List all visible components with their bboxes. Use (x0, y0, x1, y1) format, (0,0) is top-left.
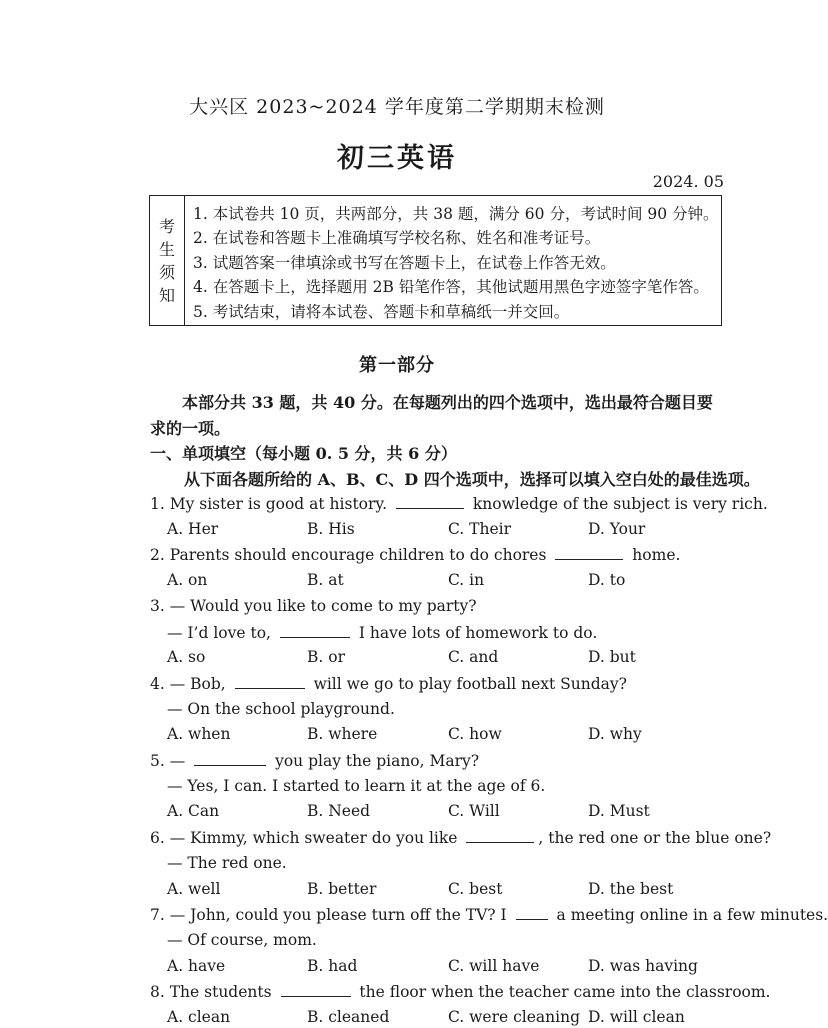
question-text: — Yes, I can. I started to learn it at the age of 6. (167, 776, 546, 795)
part-intro: 本部分共 33 题，共 40 分。在每题列出的四个选项中，选出最符合题目要求的一项。 (150, 393, 713, 438)
answer-option: A. when (167, 725, 231, 744)
question-dialogue-line (167, 777, 545, 795)
question-text: 2. Parents should encourage children to do chores (150, 546, 552, 565)
answer-option: D. the best (588, 879, 674, 898)
answer-option: C. Their (448, 519, 512, 538)
question-stem (150, 982, 770, 1001)
question-stem (150, 545, 680, 564)
answer-option: B. had (307, 956, 358, 975)
answer-option: A. have (167, 956, 226, 975)
question-text: 6. — Kimmy, which sweater do you like (150, 829, 463, 848)
answer-option: D. Your (588, 519, 646, 538)
notice-item: 5. 考试结束，请将本试卷、答题卡和草稿纸一并交回。 (193, 302, 570, 321)
answer-option: B. or (307, 648, 345, 667)
answer-option: D. Must (588, 802, 650, 821)
part-title: 第一部分 (359, 355, 435, 376)
answer-option: A. so (167, 648, 206, 667)
question-text: — Of course, mom. (167, 930, 317, 949)
answer-option: B. cleaned (307, 1008, 390, 1026)
answer-blank (466, 828, 534, 843)
answer-option: D. why (588, 725, 642, 744)
notice-item: 2. 在试卷和答题卡上准确填写学校名称、姓名和准考证号。 (193, 229, 601, 248)
question-dialogue-line (167, 854, 287, 872)
candidate-notice-box (149, 195, 722, 326)
question-text: 5. — (150, 752, 191, 770)
answer-blank (235, 674, 305, 689)
answer-option: C. in (448, 571, 485, 590)
answer-blank (280, 623, 350, 638)
question-text: a meeting online in a few minutes. (551, 906, 828, 925)
answer-option: B. better (307, 879, 377, 898)
answer-option: C. were cleaning (448, 1008, 581, 1026)
question-text: 7. — John, could you please turn off the TV? I (150, 906, 512, 925)
notice-item: 4. 在答题卡上，选择题用 2B 铅笔作答，其他试题用黑色字迹签字笔作答。 (193, 278, 709, 297)
question-text: knowledge of the subject is very rich. (467, 495, 768, 513)
notice-heading-char: 考 (158, 216, 175, 236)
question-text: home. (627, 546, 681, 565)
question-dialogue-line (167, 623, 597, 642)
answer-option: A. clean (167, 1008, 231, 1026)
question-text: , the red one or the blue one? (538, 829, 772, 848)
question-text: 4. — Bob, (150, 674, 231, 693)
question-stem (150, 674, 627, 693)
answer-option: B. His (307, 519, 355, 538)
answer-blank (516, 905, 548, 920)
notice-heading-char: 知 (158, 285, 175, 305)
notice-list (193, 202, 719, 324)
answer-option: D. but (588, 648, 636, 667)
question-stem (150, 751, 479, 770)
question-stem (150, 494, 768, 513)
question-stem (150, 597, 477, 615)
question-text: 8. The students (150, 983, 277, 1002)
answer-option: C. will have (448, 956, 540, 975)
answer-blank (555, 545, 623, 560)
answer-option: D. was having (588, 956, 698, 975)
notice-heading-char: 生 (158, 239, 175, 259)
notice-item: 3. 试题答案一律填涂或书写在答题卡上，在试卷上作答无效。 (193, 253, 616, 272)
answer-option: A. Can (167, 802, 220, 821)
answer-blank (194, 751, 266, 766)
exam-date: 2024. 05 (652, 172, 724, 191)
answer-option: C. best (448, 879, 503, 898)
answer-blank (281, 982, 351, 997)
question-text: will we go to play football next Sunday? (308, 674, 627, 693)
answer-option: A. well (167, 879, 221, 898)
question-dialogue-line (167, 931, 317, 949)
question-text: 3. — Would you like to come to my party? (150, 596, 477, 615)
answer-option: B. at (307, 571, 344, 590)
exam-title: 大兴区 2023~2024 学年度第二学期期末检测 (189, 96, 605, 118)
answer-blank (396, 494, 464, 509)
answer-option: C. and (448, 648, 499, 667)
question-text: you play the piano, Mary? (270, 752, 480, 770)
section-instruction: 从下面各题所给的 A、B、C、D 四个选项中，选择可以填入空白处的最佳选项。 (184, 470, 760, 489)
question-stem (150, 905, 828, 924)
question-text: — I’d love to, (167, 623, 276, 642)
answer-option: B. where (307, 725, 378, 744)
answer-option: D. will clean (588, 1008, 685, 1026)
question-text: 1. My sister is good at history. (150, 495, 392, 513)
answer-option: B. Need (307, 802, 371, 821)
section-title: 一、单项填空（每小题 0. 5 分，共 6 分） (150, 444, 457, 463)
answer-option: A. Her (167, 519, 219, 538)
question-text: I have lots of homework to do. (353, 623, 598, 642)
question-text: — On the school playground. (167, 699, 395, 718)
question-dialogue-line (167, 700, 395, 718)
answer-option: A. on (167, 571, 208, 590)
notice-item: 1. 本试卷共 10 页，共两部分，共 38 题，满分 60 分，考试时间 90 分钟。 (193, 205, 719, 223)
question-text: the floor when the teacher came into the classroom. (354, 983, 771, 1002)
answer-option: D. to (588, 571, 626, 590)
subject-title: 初三英语 (337, 143, 457, 174)
answer-option: C. how (448, 725, 502, 744)
answer-option: C. Will (448, 802, 500, 821)
notice-heading (150, 196, 185, 325)
question-text: — The red one. (167, 853, 287, 872)
question-stem (150, 828, 771, 847)
notice-heading-char: 须 (158, 262, 175, 282)
